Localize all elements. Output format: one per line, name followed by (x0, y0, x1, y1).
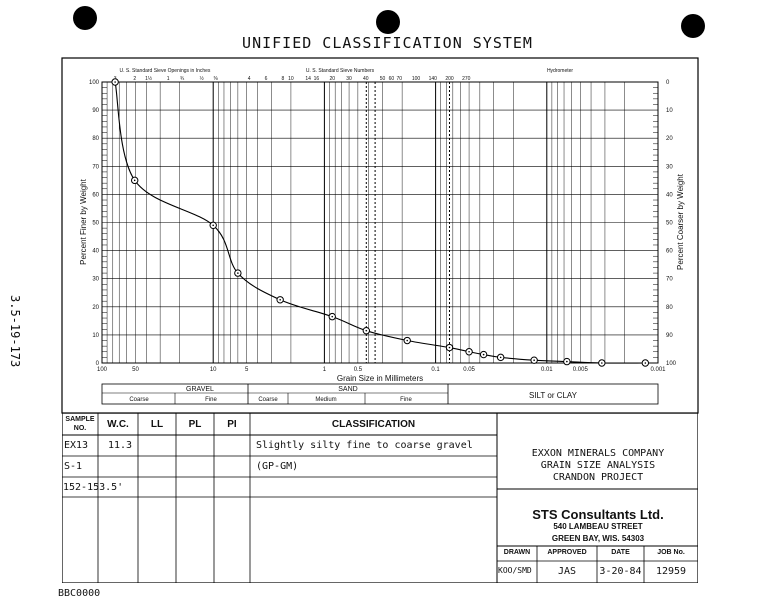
data-point-center (134, 180, 136, 182)
top-tick-number: 20 (329, 76, 336, 82)
top-tick-number: 200 (445, 76, 454, 82)
header-pi: PI (227, 419, 237, 430)
label-approved: APPROVED (547, 549, 587, 556)
project-line1: EXXON MINERALS COMPANY (531, 448, 665, 459)
data-point-center (566, 361, 568, 363)
header-ll: LL (150, 419, 164, 430)
top-tick-number: 140 (428, 76, 437, 82)
data-point-center (212, 225, 214, 227)
classification-bar (102, 384, 658, 404)
header-pl: PL (188, 419, 202, 430)
top-tick-inches: 2 (133, 76, 137, 82)
data-point-center (237, 272, 239, 274)
y-tick-label-right: 10 (666, 108, 673, 115)
top-sieve-axis (114, 75, 471, 82)
side-document-number: 3.5-19-173 (8, 295, 22, 368)
gravel-coarse-label: Coarse (129, 397, 149, 403)
project-line2: GRAIN SIZE ANALYSIS (540, 460, 656, 471)
x-axis-label: Grain Size in Millimeters (336, 374, 424, 383)
x-tick-label: 10 (209, 367, 217, 373)
data-point-center (601, 362, 603, 364)
y-axis (89, 80, 677, 367)
y-tick-label-left: 70 (92, 164, 99, 171)
sand-medium-label: Medium (315, 397, 337, 403)
label-drawn: DRAWN (503, 549, 531, 556)
top-tick-number: 4 (247, 76, 251, 82)
x-axis (97, 367, 666, 373)
y-tick-label-right: 30 (666, 164, 673, 171)
x-tick-label: 0.5 (353, 367, 363, 373)
y-tick-label-right: 60 (666, 248, 673, 255)
header-wc: W.C. (107, 419, 129, 430)
y-tick-label-right: 90 (666, 332, 673, 339)
top-tick-inches: ½ (199, 76, 204, 82)
row1-classification: Slightly silty fine to coarse gravel (256, 440, 473, 451)
silt-clay-label: SILT or CLAY (528, 391, 578, 400)
y-tick-label-left: 50 (92, 220, 99, 227)
gravel-fine-label: Fine (205, 397, 217, 403)
value-date: 3-20-84 (599, 566, 642, 577)
data-point-center (483, 354, 485, 356)
page-title: UNIFIED CLASSIFICATION SYSTEM (242, 34, 533, 52)
x-tick-label: 5 (245, 367, 249, 373)
top-tick-inches: 1½ (145, 76, 153, 82)
y-tick-label-left: 60 (92, 192, 99, 199)
x-tick-label: 100 (96, 367, 108, 373)
row3-sample: 152-153.5' (63, 482, 124, 493)
firm-city: GREEN BAY, WIS. 54303 (551, 534, 645, 543)
y-tick-label-right: 0 (666, 80, 670, 86)
y-tick-label-right: 100 (666, 361, 677, 367)
y-tick-label-left: 0 (95, 361, 99, 367)
x-tick-label: 1 (322, 367, 327, 373)
y-axis-label-right: Percent Coarser by Weight (676, 174, 685, 270)
project-line3: CRANDON PROJECT (552, 472, 644, 483)
sand-label: SAND (338, 386, 358, 393)
data-point-center (645, 362, 647, 364)
x-tick-label: 0.005 (572, 367, 588, 373)
y-tick-label-left: 30 (92, 276, 99, 283)
x-tick-label: 0.001 (650, 367, 666, 373)
top-label-inches: U. S. Standard Sieve Openings in Inches (119, 68, 211, 74)
y-axis-label-left: Percent Finer by Weight (79, 179, 88, 265)
top-label-hydrometer: Hydrometer (546, 68, 574, 74)
y-tick-label-right: 80 (666, 304, 673, 311)
bottom-document-number: BBC0000 (58, 588, 101, 599)
y-tick-label-left: 90 (92, 108, 99, 115)
y-tick-label-right: 70 (666, 276, 673, 283)
gravel-label: GRAVEL (186, 386, 214, 393)
top-tick-number: 50 (379, 76, 386, 82)
top-tick-number: 6 (264, 76, 268, 82)
header-classification: CLASSIFICATION (331, 419, 416, 430)
value-approved: JAS (557, 566, 577, 577)
row2-sample: S-1 (64, 461, 83, 472)
value-job: 12959 (655, 566, 687, 577)
x-tick-label: 0.01 (540, 367, 553, 373)
classification-table (62, 413, 698, 583)
top-tick-number: 70 (396, 76, 403, 82)
top-tick-number: 100 (411, 76, 421, 82)
sand-coarse-label: Coarse (258, 397, 278, 403)
row1-wc: 11.3 (108, 440, 133, 451)
header-sample: SAMPLE NO. (65, 416, 95, 432)
row1-sample: EX13 (64, 440, 89, 451)
y-tick-label-left: 40 (92, 248, 99, 255)
y-tick-label-left: 10 (92, 332, 99, 339)
top-tick-number: 30 (346, 76, 352, 82)
label-job: JOB No. (657, 549, 685, 556)
x-tick-label: 0.05 (463, 367, 475, 373)
top-tick-inches: 1 (166, 76, 170, 82)
top-tick-number: 8 (281, 76, 285, 82)
top-tick-number: 270 (462, 76, 471, 82)
plot-grid (102, 82, 658, 363)
y-tick-label-right: 20 (666, 136, 673, 143)
label-date: DATE (611, 549, 630, 556)
y-tick-label-left: 100 (88, 80, 99, 86)
data-point-center (279, 299, 281, 301)
top-tick-number: 16 (313, 76, 320, 82)
data-point-center (365, 330, 367, 332)
top-tick-number: 14 (305, 76, 311, 82)
sand-fine-label: Fine (400, 397, 412, 403)
table-lines (62, 413, 698, 583)
x-tick-label: 50 (132, 367, 139, 373)
data-point-center (533, 359, 535, 361)
data-point-center (114, 81, 116, 83)
data-point-center (449, 347, 451, 349)
data-point-center (468, 351, 470, 353)
top-tick-number: 40 (362, 76, 369, 82)
firm-street: 540 LAMBEAU STREET (553, 522, 643, 531)
y-tick-label-right: 40 (666, 192, 673, 199)
y-tick-label-left: 80 (92, 136, 99, 143)
y-tick-label-right: 50 (666, 220, 673, 227)
top-tick-inches: ¾ (179, 76, 185, 82)
data-point-center (331, 316, 333, 318)
firm-name: STS Consultants Ltd. (532, 507, 664, 522)
y-tick-label-left: 20 (92, 304, 99, 311)
x-tick-label: 0.1 (431, 367, 440, 373)
top-tick-inches: ⅜ (213, 76, 218, 82)
row2-classification: (GP-GM) (256, 461, 299, 472)
data-point-center (406, 340, 408, 342)
top-label-numbers: U. S. Standard Sieve Numbers (305, 68, 375, 74)
top-tick-number: 10 (288, 76, 294, 82)
top-tick-number: 60 (388, 76, 395, 82)
value-drawn: KOO/SMD (498, 566, 532, 575)
data-point-center (500, 357, 502, 359)
